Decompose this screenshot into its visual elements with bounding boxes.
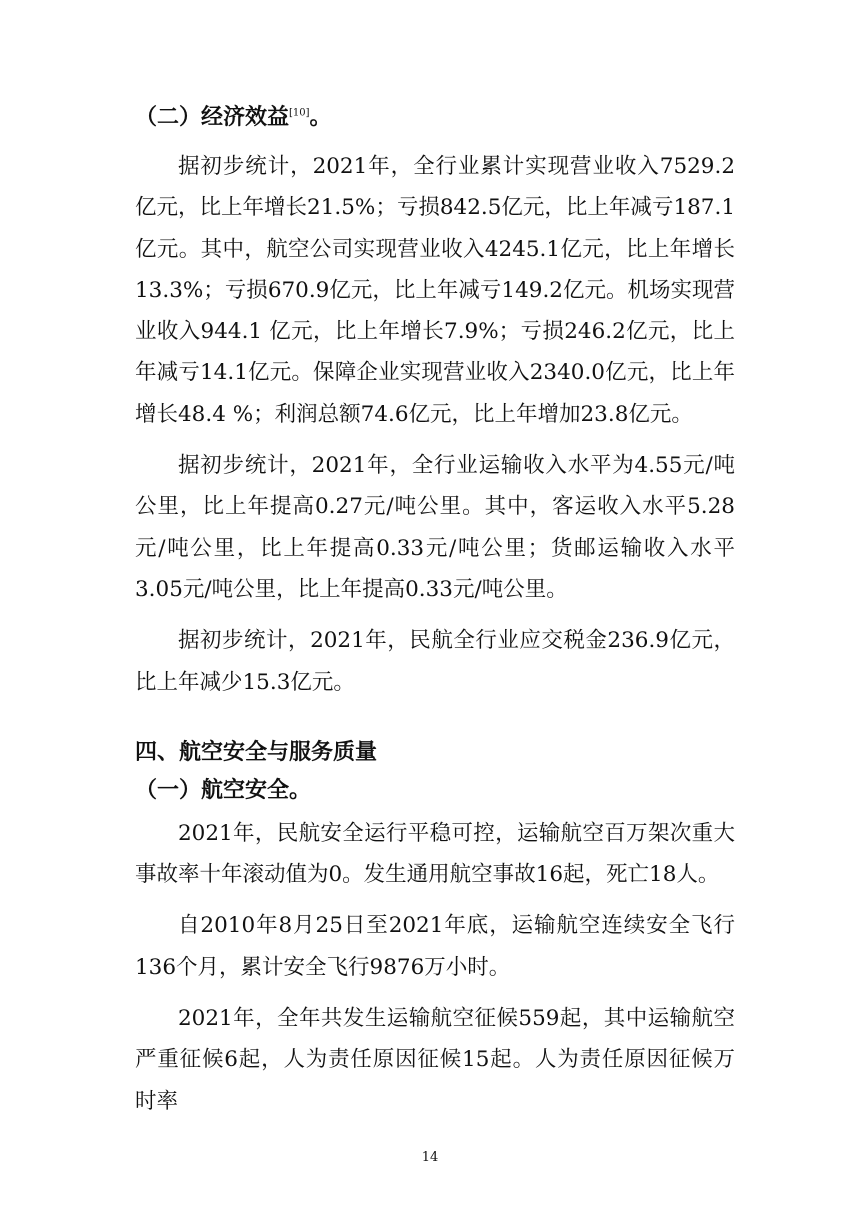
economic-benefits-heading [135,100,735,134]
section-title-safety-service: 四、航空安全与服务质量 [135,738,378,765]
paragraph-revenue: 据初步统计，2021年，全行业累计实现营业收入7529.2亿元，比上年增长21.5%；亏损842.5亿元，比上年减亏187.1亿元。其中，航空公司实现营业收入4245.1亿元，比上年增长13.3%；亏损670.9亿元，比上年减亏149.2亿元。机场实现营业收入944.1 亿元，比上年增长7.9%；亏损246.2亿元，比上年减亏14.1亿元。保障企业实现营业收入2340.0亿元，比上年增长48.4 %；利润总额74.6亿元，比上年增加23.8亿元。 [135,154,735,427]
paragraph-tax: 据初步统计，2021年，民航全行业应交税金236.9亿元，比上年减少15.3亿元。 [135,628,735,695]
footnote-reference[interactable]: [10] [289,107,310,119]
page-number: 14 [421,1150,439,1165]
aviation-safety-heading: （一）航空安全。 [135,776,312,803]
heading-text: （二）经济效益 [135,104,290,130]
paragraph-transport-income: 据初步统计，2021年，全行业运输收入水平为4.55元/吨公里，比上年提高0.27元/吨公里。其中，客运收入水平5.28元/吨公里，比上年提高0.33元/吨公里；货邮运输收入水平3.05元/吨公里，比上年提高0.33元/吨公里。 [135,453,735,602]
paragraph-incidents: 2021年，全年共发生运输航空征候559起，其中运输航空严重征候6起，人为责任原因征候15起。人为责任原因征候万时率 [135,1006,735,1114]
heading-punctuation: 。 [309,104,332,130]
paragraph-safety-overview: 2021年，民航安全运行平稳可控，运输航空百万架次重大事故率十年滚动值为0。发生通用航空事故16起，死亡18人。 [135,820,735,888]
page-content [135,100,735,1132]
paragraph-safe-flight-record: 自2010年8月25日至2021年底，运输航空连续安全飞行136个月，累计安全飞行9876万小时。 [135,913,735,980]
